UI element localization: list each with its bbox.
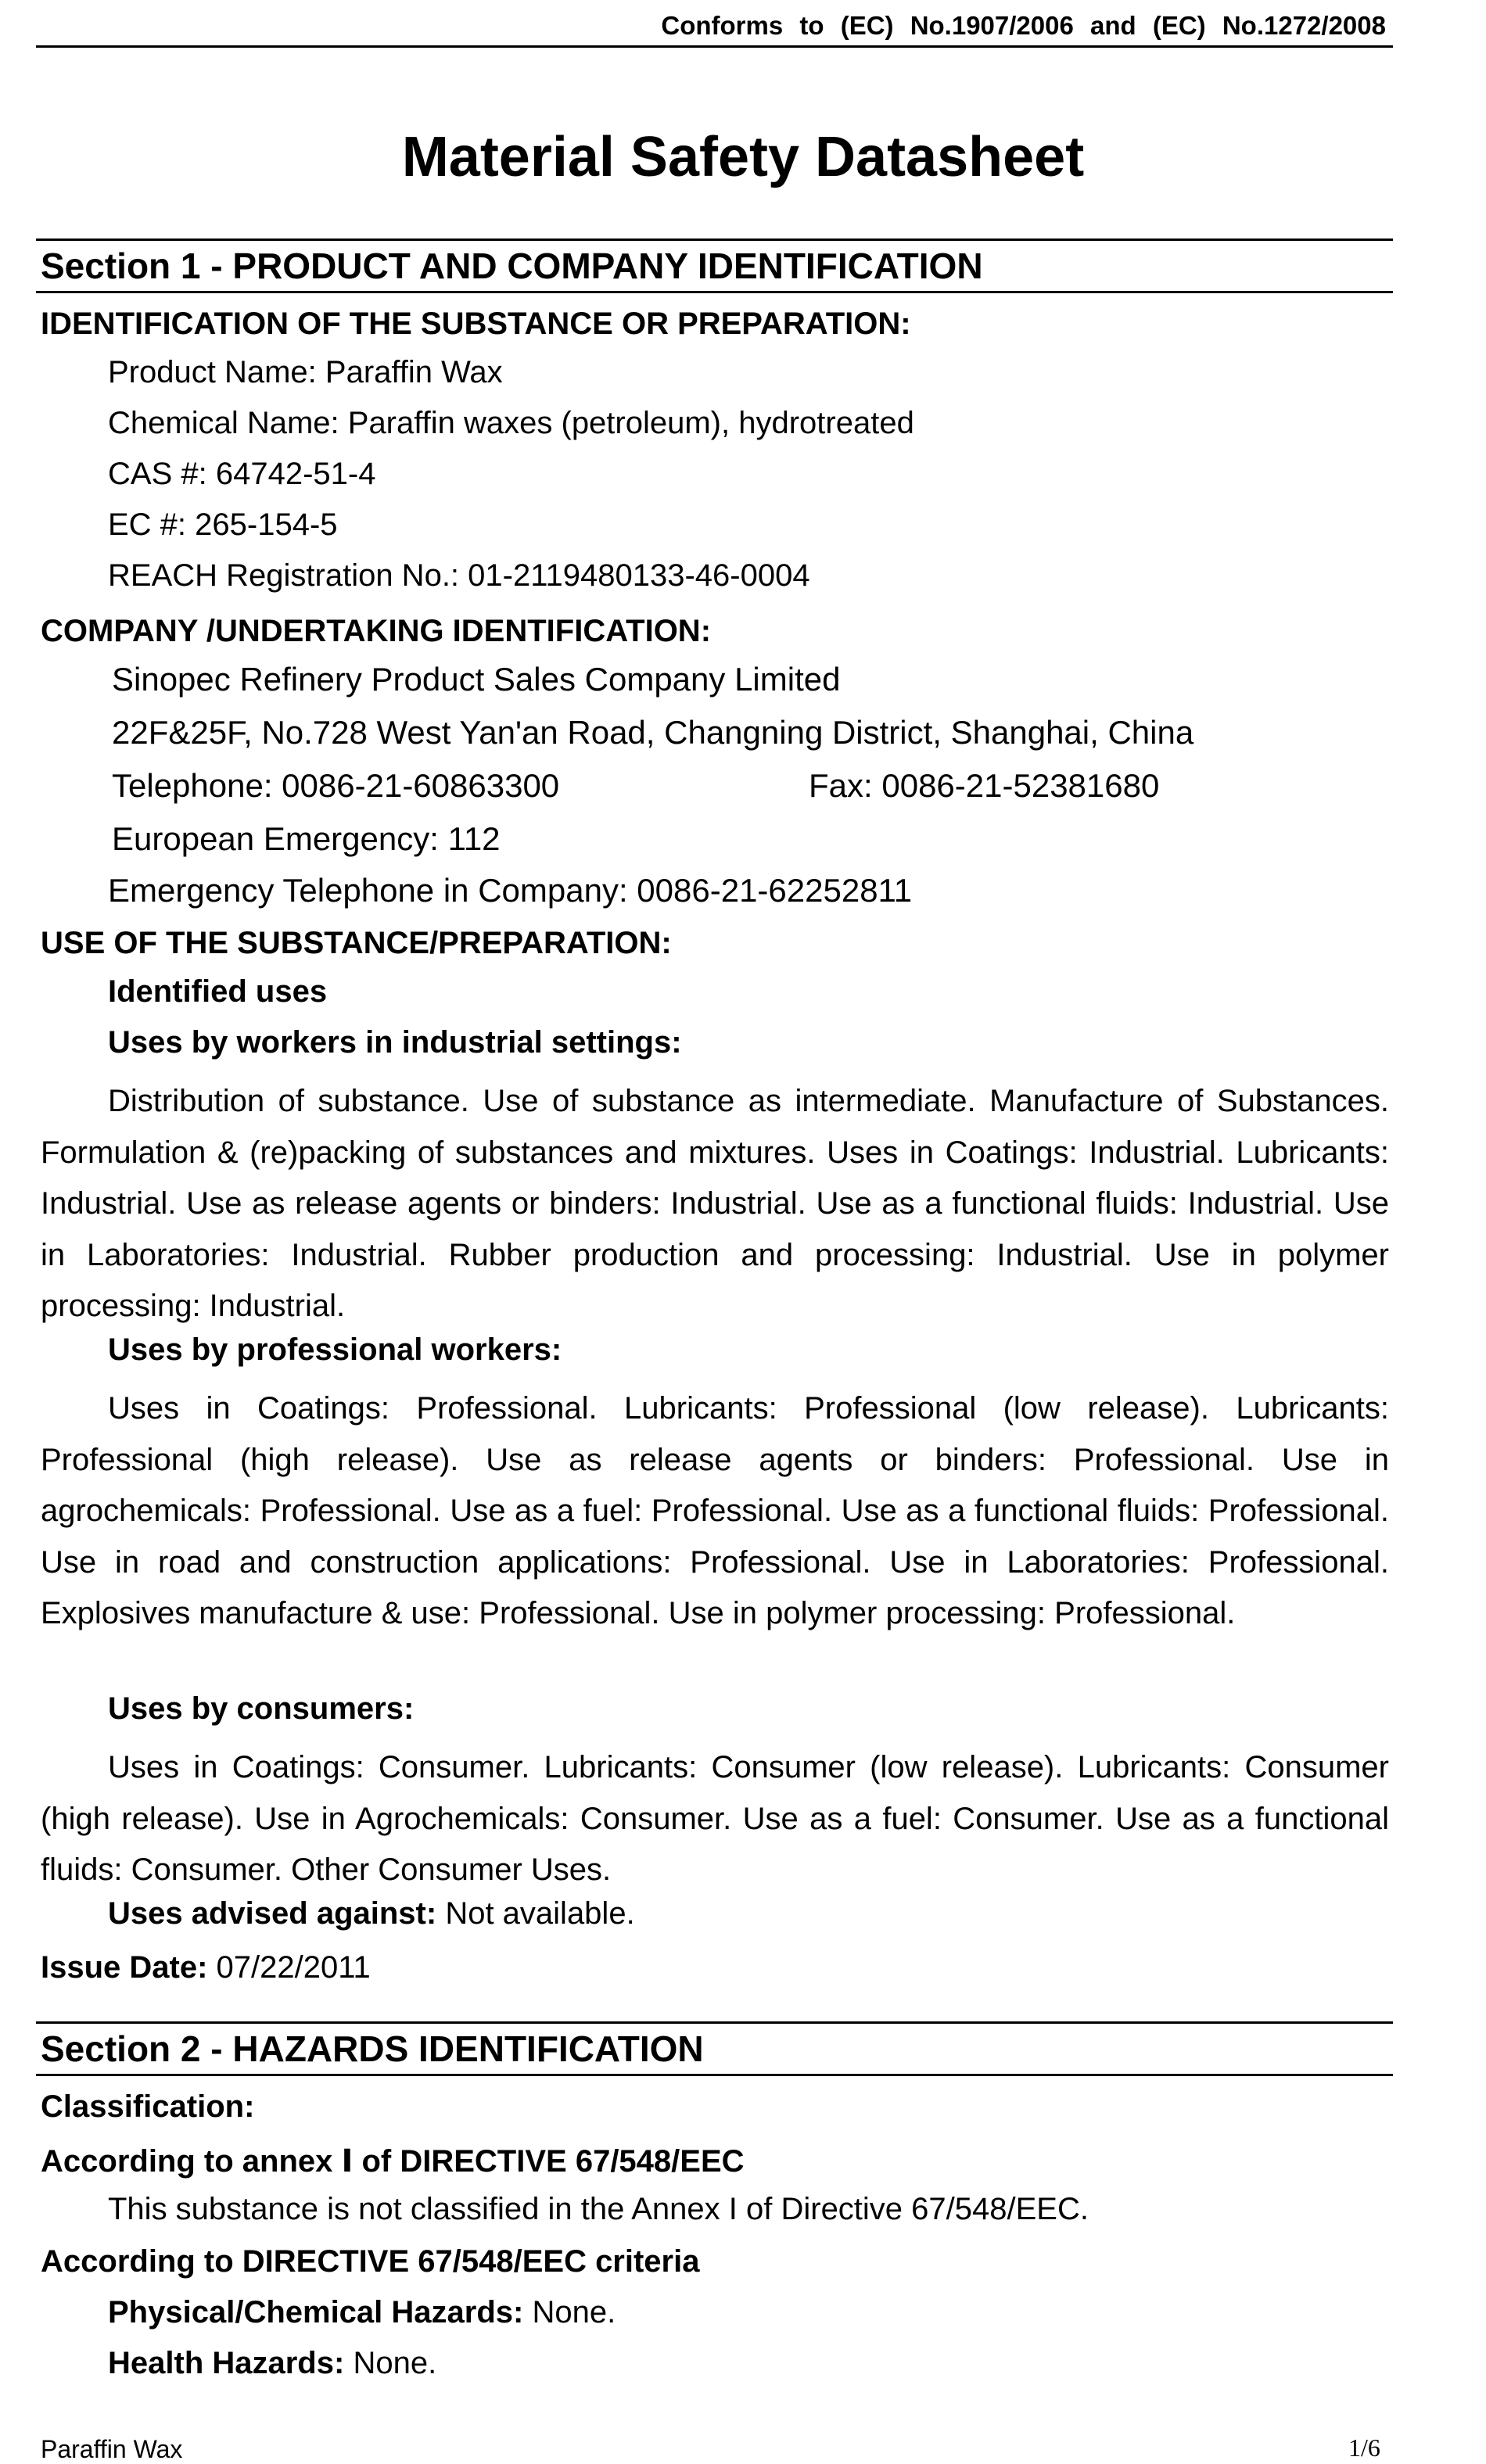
physical-chemical-hazards [108, 2295, 616, 2330]
issue-date-value: 07/22/2011 [216, 1950, 371, 1985]
section2-bottom-rule [36, 2074, 1393, 2076]
cas-number: CAS #: 64742-51-4 [108, 457, 376, 491]
identification-label: IDENTIFICATION OF THE SUBSTANCE OR PREPARATION: [41, 307, 911, 341]
company-name: Sinopec Refinery Product Sales Company Limited [112, 661, 841, 698]
header-rule [36, 45, 1393, 48]
industrial-uses-text: Distribution of substance. Use of substance as intermediate. Manufacture of Substances. Formulation & (re)packing of substances and mixtures. Uses in Coatings: Industrial. Lubricants: Industrial. Use as release agents or binders: Industrial. Use as a functional fluids: Industrial. Use in Laboratories: Industrial. Rubber production and processing: Industrial. Use in polymer processing: Industrial. [41, 1084, 1389, 1324]
conformance-header: Conforms to (EC) No.1907/2006 and (EC) No.1272/2008 [661, 11, 1386, 40]
section2-top-rule [36, 2021, 1393, 2024]
chemical-name: Chemical Name: Paraffin waxes (petroleum), hydrotreated [108, 406, 914, 440]
consumer-uses-heading: Uses by consumers: [108, 1691, 415, 1726]
classification-label: Classification: [41, 2089, 255, 2124]
company-fax: Fax: 0086-21-52381680 [809, 767, 1160, 804]
footer-page-number: 1/6 [1348, 2434, 1380, 2462]
uses-advised-against [108, 1896, 635, 1931]
company-emergency-telephone: Emergency Telephone in Company: 0086-21-62252811 [108, 872, 913, 909]
section2-heading: Section 2 - HAZARDS IDENTIFICATION [41, 2028, 704, 2069]
product-name: Product Name: Paraffin Wax [108, 355, 503, 389]
identified-uses-heading: Identified uses [108, 974, 328, 1009]
company-address: 22F&25F, No.728 West Yan'an Road, Changning District, Shanghai, China [112, 714, 1194, 751]
advised-against-label: Uses advised against: [108, 1896, 437, 1931]
consumer-uses-text: Uses in Coatings: Consumer. Lubricants: Consumer (low release). Lubricants: Consumer (high release). Use in Agrochemicals: Consumer. Use as a fuel: Consumer. Use as a functional fluids: Consumer. Other Consumer Uses. [41, 1750, 1389, 1888]
section1-bottom-rule [36, 291, 1393, 293]
issue-date [41, 1950, 371, 1985]
issue-date-label: Issue Date: [41, 1950, 208, 1985]
section1-heading: Section 1 - PRODUCT AND COMPANY IDENTIFICATION [41, 246, 983, 286]
industrial-uses-heading: Uses by workers in industrial settings: [108, 1025, 682, 1060]
health-hazards [108, 2346, 436, 2381]
annex-text: This substance is not classified in the Annex I of Directive 67/548/EEC. [108, 2192, 1089, 2226]
footer-product-name: Paraffin Wax [41, 2435, 183, 2463]
reach-registration: REACH Registration No.: 01-2119480133-46-0004 [108, 558, 810, 593]
company-telephone: Telephone: 0086-21-60863300 [112, 767, 560, 804]
physical-hazards-label: Physical/Chemical Hazards: [108, 2295, 524, 2330]
european-emergency: European Emergency: 112 [112, 820, 501, 857]
use-label: USE OF THE SUBSTANCE/PREPARATION: [41, 926, 672, 960]
physical-hazards-value: None. [532, 2295, 616, 2330]
ec-number: EC #: 265-154-5 [108, 508, 338, 542]
advised-against-value: Not available. [445, 1896, 635, 1931]
company-label: COMPANY /UNDERTAKING IDENTIFICATION: [41, 614, 712, 648]
section1-top-rule [36, 239, 1393, 241]
health-hazards-value: None. [353, 2346, 437, 2380]
criteria-heading: According to DIRECTIVE 67/548/EEC criteria [41, 2244, 700, 2279]
health-hazards-label: Health Hazards: [108, 2346, 345, 2380]
professional-uses-text: Uses in Coatings: Professional. Lubricants: Professional (low release). Lubricants: Professional (high release). Use as release agents or binders: Professional. Use in agrochemicals: Professional. Use as a fuel: Professional. Use as a functional fluids: Professional. Use in road and construction applications: Professional. Use in Laboratories: Professional. Explosives manufacture & use: Professional. Use in polymer processing: Professional. [41, 1391, 1389, 1631]
professional-uses-heading: Uses by professional workers: [108, 1332, 562, 1367]
document-title: Material Safety Datasheet [401, 126, 1085, 188]
annex-heading: According to annex Ⅰ of DIRECTIVE 67/548/EEC [41, 2144, 745, 2179]
